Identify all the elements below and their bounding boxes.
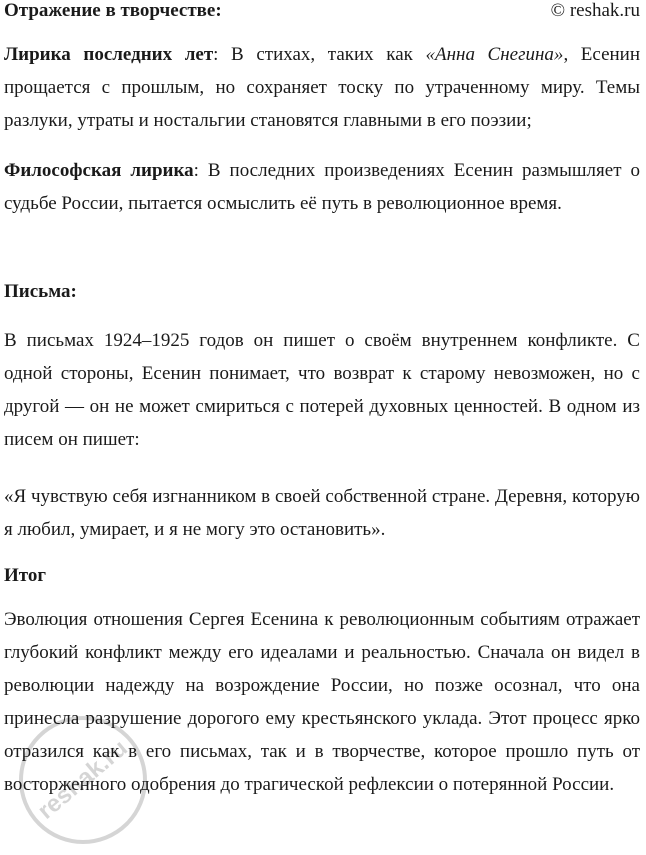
paragraph-result: Эволюция отношения Сергея Есенина к революционным событиям отражает глубокий конфликт между его идеалами и реальностью. Сначала он видел в революции надежду на возрождение России, но позже осознал, что она принесла разрушение дорогого ему крестьянского уклада. Этот процесс ярко отразился как в его письмах, так и в творчестве, которое прошло путь от восторженного одобрения до трагической рефлексии о потерянной России. [4,609,640,795]
section-heading-result: Итог [4,565,46,586]
site-copyright: © reshak.ru [550,0,640,21]
header-row [4,0,640,26]
late-lyrics-text: , Есенин прощается с прошлым, но сохраняет тоску по утраченному миру. Темы разлуки, утраты и ностальгии становятся главными в его поэзии; [4,44,641,131]
paragraph-philosophical-lyrics [4,154,640,220]
term-philosophical-lyrics: Философская лирика [4,160,194,181]
term-late-lyrics: Лирика последних лет [4,44,214,65]
paragraph-quote: «Я чувствую себя изгнанником в своей собственной стране. Деревня, которую я любил, умирает, и я не могу это остановить». [4,486,640,540]
paragraph-letters: В письмах 1924–1925 годов он пишет о своём внутреннем конфликте. С одной стороны, Есенин понимает, что возврат к старому невозможен, но с другой — он не может смириться с потерей духовных ценностей. В одном из писем он пишет: [4,330,640,450]
paragraph-late-lyrics [4,38,640,137]
section-heading-reflection: Отражение в творчестве: [4,0,222,21]
late-lyrics-intro: : В стихах, таких как [213,44,426,65]
watermark-text: reshak.ru [32,734,133,825]
work-title: «Анна Снегина» [425,44,564,65]
section-heading-letters: Письма: [4,281,77,302]
philosophical-lyrics-text: : В последних произведениях Есенин размышляет о судьбе России, пытается осмыслить её путь в революционное время. [4,160,640,214]
